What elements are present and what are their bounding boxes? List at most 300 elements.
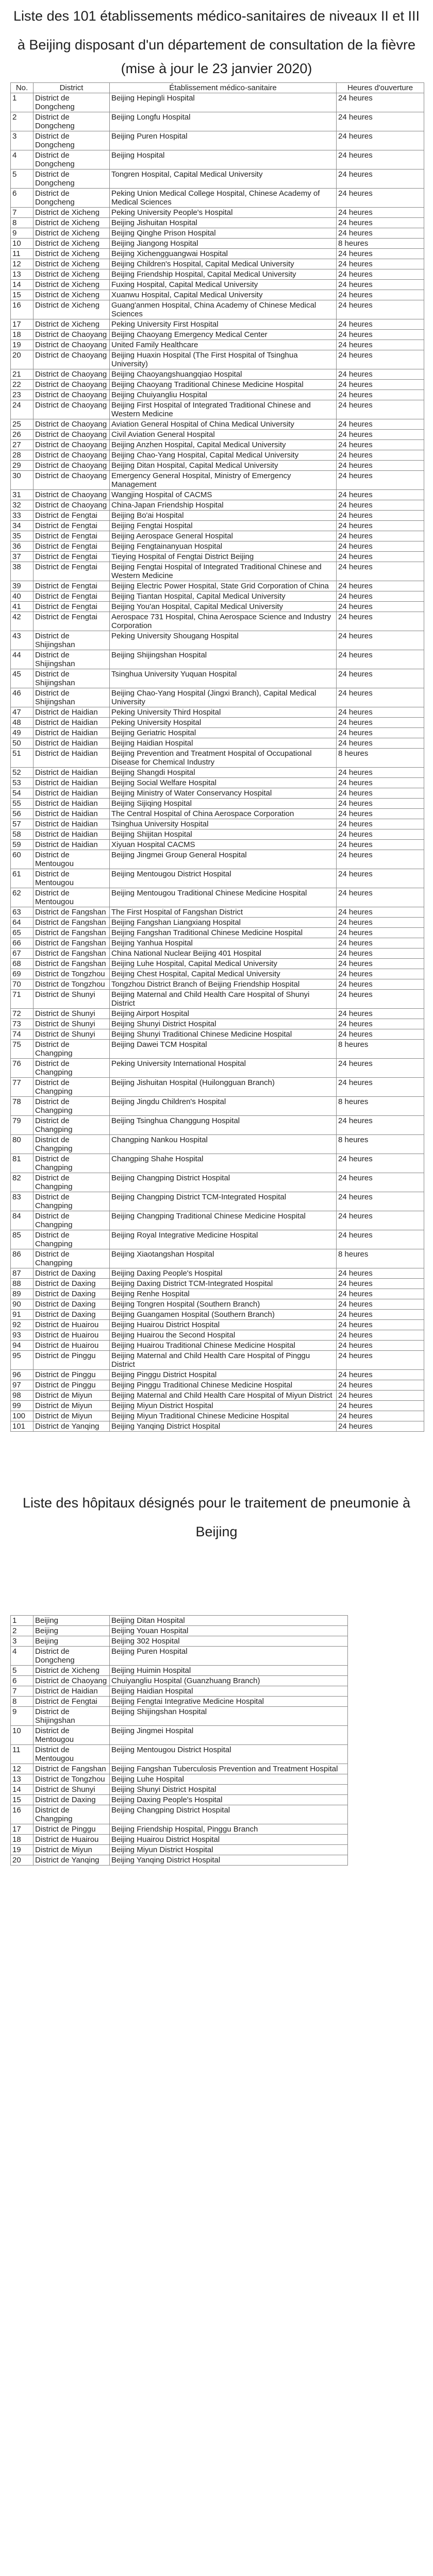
table-row [11, 531, 424, 541]
table-row [11, 511, 424, 521]
cell-district: District de Mentougou [34, 869, 110, 888]
cell-hours: 24 heures [337, 350, 424, 369]
cell-district: District de Changping [34, 1173, 110, 1192]
table-row [11, 602, 424, 612]
cell-no: 13 [11, 269, 34, 280]
cell-hours: 24 heures [337, 1268, 424, 1279]
table-row [11, 1845, 348, 1855]
cell-district: District de Chaoyang [34, 471, 110, 490]
cell-district: District de Xicheng [34, 218, 110, 228]
cell-no: 98 [11, 1391, 34, 1401]
cell-district: District de Chaoyang [34, 440, 110, 450]
cell-no: 61 [11, 869, 34, 888]
cell-district: District de Miyun [34, 1411, 110, 1421]
cell-establishment: Beijing Yanqing District Hospital [110, 1421, 337, 1432]
cell-no: 7 [11, 1686, 34, 1697]
cell-district: District de Haidian [34, 840, 110, 850]
header-establishment: Établissement médico-sanitaire [110, 83, 337, 93]
cell-no: 21 [11, 369, 34, 380]
cell-hours: 24 heures [337, 669, 424, 688]
cell-establishment: Beijing Jiangong Hospital [110, 239, 337, 249]
cell-district: District de Chaoyang [34, 450, 110, 461]
table-header-row [11, 83, 424, 93]
cell-no: 19 [11, 340, 34, 350]
cell-no: 25 [11, 419, 34, 430]
cell-hours: 24 heures [337, 319, 424, 330]
cell-district: District de Changping [34, 1116, 110, 1135]
table-row [11, 869, 424, 888]
cell-no: 22 [11, 380, 34, 390]
table-row [11, 461, 424, 471]
cell-hours: 24 heures [337, 788, 424, 799]
table-row [11, 707, 424, 718]
cell-no: 12 [11, 259, 34, 269]
cell-establishment: Beijing Ministry of Water Conservancy Hospital [110, 788, 337, 799]
table-row [11, 1279, 424, 1289]
cell-hours: 24 heures [337, 907, 424, 918]
cell-no: 38 [11, 562, 34, 581]
table-row [11, 938, 424, 948]
table-row [11, 1855, 348, 1866]
cell-no: 66 [11, 938, 34, 948]
cell-district: District de Dongcheng [34, 189, 110, 208]
cell-hours: 24 heures [337, 1380, 424, 1391]
cell-district: District de Shunyi [34, 990, 110, 1009]
cell-no: 48 [11, 718, 34, 728]
cell-establishment: Beijing Guangamen Hospital (Southern Branch) [110, 1310, 337, 1320]
table-row [11, 1230, 424, 1249]
cell-district: District de Chaoyang [34, 390, 110, 400]
document-title-line-2: à Beijing disposant d'un département de consultation de la fièvre [17, 37, 416, 53]
cell-establishment: Beijing Chaoyangshuangqiao Hospital [110, 369, 337, 380]
cell-hours: 24 heures [337, 400, 424, 419]
cell-no: 3 [11, 131, 34, 150]
cell-district: District de Shunyi [34, 1785, 110, 1795]
table-row [11, 1351, 424, 1370]
cell-establishment: Beijing Mentougou District Hospital [110, 869, 337, 888]
cell-district: District de Changping [34, 1192, 110, 1211]
table-row [11, 300, 424, 319]
table-row [11, 1097, 424, 1116]
cell-district: District de Fangshan [34, 1764, 110, 1774]
cell-district: District de Xicheng [34, 228, 110, 239]
cell-district: Beijing [34, 1626, 110, 1636]
cell-hours: 24 heures [337, 1019, 424, 1029]
cell-no: 17 [11, 1824, 34, 1835]
cell-no: 78 [11, 1097, 34, 1116]
cell-no: 43 [11, 631, 34, 650]
cell-no: 44 [11, 650, 34, 669]
cell-no: 81 [11, 1154, 34, 1173]
cell-hours: 24 heures [337, 591, 424, 602]
cell-no: 76 [11, 1059, 34, 1078]
table-row [11, 1029, 424, 1040]
cell-hospital: Beijing Ditan Hospital [110, 1616, 348, 1626]
cell-hours: 24 heures [337, 738, 424, 749]
cell-establishment: Beijing Royal Integrative Medicine Hospital [110, 1230, 337, 1249]
cell-establishment: China-Japan Friendship Hospital [110, 500, 337, 511]
cell-district: District de Fengtai [34, 602, 110, 612]
table-row [11, 239, 424, 249]
cell-hours: 24 heures [337, 1370, 424, 1380]
cell-district: District de Fengtai [34, 541, 110, 552]
cell-hospital: Beijing Puren Hospital [110, 1647, 348, 1666]
cell-hours: 24 heures [337, 541, 424, 552]
cell-establishment: Beijing Maternal and Child Health Care Hospital of Miyun District [110, 1391, 337, 1401]
cell-district: District de Changping [34, 1230, 110, 1249]
cell-establishment: Beijing Pinggu Traditional Chinese Medicine Hospital [110, 1380, 337, 1391]
cell-no: 47 [11, 707, 34, 718]
cell-no: 20 [11, 350, 34, 369]
cell-no: 6 [11, 189, 34, 208]
cell-district: District de Shijingshan [34, 1707, 110, 1726]
cell-hours: 24 heures [337, 938, 424, 948]
table-row [11, 1310, 424, 1320]
cell-establishment: Fuxing Hospital, Capital Medical University [110, 280, 337, 290]
cell-hours: 24 heures [337, 768, 424, 778]
cell-district: District de Xicheng [34, 249, 110, 259]
table-row [11, 1676, 348, 1686]
cell-no: 85 [11, 1230, 34, 1249]
cell-no: 49 [11, 728, 34, 738]
cell-district: District de Shijingshan [34, 650, 110, 669]
cell-no: 92 [11, 1320, 34, 1330]
cell-district: District de Dongcheng [34, 112, 110, 131]
cell-no: 15 [11, 1795, 34, 1805]
table-row [11, 1835, 348, 1845]
table-row [11, 1249, 424, 1268]
cell-no: 45 [11, 669, 34, 688]
table-row [11, 170, 424, 189]
cell-no: 89 [11, 1289, 34, 1299]
cell-hours: 24 heures [337, 1059, 424, 1078]
cell-no: 35 [11, 531, 34, 541]
cell-no: 100 [11, 1411, 34, 1421]
cell-hours: 24 heures [337, 450, 424, 461]
cell-no: 97 [11, 1380, 34, 1391]
table-row [11, 1040, 424, 1059]
cell-establishment: Changping Nankou Hospital [110, 1135, 337, 1154]
cell-district: District de Pinggu [34, 1370, 110, 1380]
cell-district: District de Changping [34, 1211, 110, 1230]
table-row [11, 1805, 348, 1824]
cell-no: 94 [11, 1341, 34, 1351]
cell-no: 51 [11, 749, 34, 768]
table-row [11, 541, 424, 552]
table-row [11, 1320, 424, 1330]
cell-district: District de Pinggu [34, 1351, 110, 1370]
table-row [11, 112, 424, 131]
cell-establishment: Beijing Xicheng​guang​wai Hospital [110, 249, 337, 259]
cell-hospital: Beijing Fengtai Integrative Medicine Hospital [110, 1697, 348, 1707]
cell-establishment: Guang'anmen Hospital, China Academy of Chinese Medical Sciences [110, 300, 337, 319]
table-row [11, 948, 424, 959]
cell-district: District de Xicheng [34, 239, 110, 249]
cell-district: District de Changping [34, 1059, 110, 1078]
table-row [11, 1078, 424, 1097]
cell-hours: 24 heures [337, 1421, 424, 1432]
cell-district: District de Fengtai [34, 1697, 110, 1707]
cell-district: District de Xicheng [34, 1666, 110, 1676]
cell-establishment: Beijing Fangshan Liangxiang Hospital [110, 918, 337, 928]
cell-no: 93 [11, 1330, 34, 1341]
cell-district: District de Shijingshan [34, 631, 110, 650]
cell-hours: 24 heures [337, 1230, 424, 1249]
cell-establishment: Beijing Pinggu District Hospital [110, 1370, 337, 1380]
cell-no: 41 [11, 602, 34, 612]
cell-establishment: Beijing Renhe Hospital [110, 1289, 337, 1299]
cell-establishment: Beijing Anzhen Hospital, Capital Medical University [110, 440, 337, 450]
cell-no: 19 [11, 1845, 34, 1855]
cell-no: 29 [11, 461, 34, 471]
cell-establishment: Beijing Tongren Hospital (Southern Branch) [110, 1299, 337, 1310]
table-row [11, 1616, 348, 1626]
cell-district: District de Xicheng [34, 269, 110, 280]
cell-establishment: The Central Hospital of China Aerospace Corporation [110, 809, 337, 819]
table-row [11, 688, 424, 707]
cell-hours: 24 heures [337, 369, 424, 380]
cell-no: 86 [11, 1249, 34, 1268]
cell-establishment: Tieying Hospital of Fengtai District Beijing [110, 552, 337, 562]
fever-clinic-table-body [11, 93, 424, 1432]
cell-hospital: Beijing Miyun District Hospital [110, 1845, 348, 1855]
cell-district: District de Chaoyang [34, 430, 110, 440]
cell-no: 57 [11, 819, 34, 829]
cell-no: 40 [11, 591, 34, 602]
cell-no: 8 [11, 1697, 34, 1707]
cell-hours: 24 heures [337, 189, 424, 208]
table-row [11, 1686, 348, 1697]
cell-no: 68 [11, 959, 34, 969]
cell-no: 33 [11, 511, 34, 521]
table-row [11, 218, 424, 228]
cell-district: District de Mentougou [34, 850, 110, 869]
cell-district: District de Chaoyang [34, 490, 110, 500]
cell-district: District de Haidian [34, 707, 110, 718]
cell-establishment: Peking Union Medical College Hospital, Chinese Academy of Medical Sciences [110, 189, 337, 208]
cell-district: District de Shunyi [34, 1009, 110, 1019]
cell-establishment: Beijing Changping District TCM-Integrated Hospital [110, 1192, 337, 1211]
cell-establishment: Beijing Fengtai Hospital of Integrated Traditional Chinese and Western Medicine [110, 562, 337, 581]
cell-district: District de Xicheng [34, 259, 110, 269]
cell-establishment: Beijing Tsinghua Changgung Hospital [110, 1116, 337, 1135]
table-row [11, 93, 424, 112]
designated-hospitals-table-body [11, 1616, 348, 1866]
cell-no: 7 [11, 208, 34, 218]
cell-hospital: Beijing 302 Hospital [110, 1636, 348, 1647]
table-row [11, 1211, 424, 1230]
cell-establishment: Beijing Jingmei Group General Hospital [110, 850, 337, 869]
cell-hours: 24 heures [337, 1078, 424, 1097]
table-row [11, 959, 424, 969]
cell-establishment: Beijing Fengtai Hospital [110, 521, 337, 531]
cell-hours: 8 heures [337, 239, 424, 249]
table-row [11, 1173, 424, 1192]
cell-establishment: Beijing Huairou the Second Hospital [110, 1330, 337, 1341]
cell-no: 15 [11, 290, 34, 300]
cell-establishment: Beijing Shijitan Hospital [110, 829, 337, 840]
cell-district: District de Shijingshan [34, 669, 110, 688]
designated-hospitals-table [10, 1615, 348, 1866]
cell-hours: 24 heures [337, 330, 424, 340]
table-row [11, 718, 424, 728]
cell-district: District de Fangshan [34, 907, 110, 918]
cell-no: 70 [11, 979, 34, 990]
cell-hours: 24 heures [337, 218, 424, 228]
cell-hours: 24 heures [337, 249, 424, 259]
cell-hours: 24 heures [337, 521, 424, 531]
cell-district: District de Fengtai [34, 552, 110, 562]
cell-district: District de Huairou [34, 1320, 110, 1330]
table-row [11, 1380, 424, 1391]
cell-hours: 8 heures [337, 1135, 424, 1154]
table-row [11, 979, 424, 990]
cell-hours: 24 heures [337, 728, 424, 738]
cell-no: 14 [11, 280, 34, 290]
table-row [11, 1626, 348, 1636]
cell-no: 9 [11, 228, 34, 239]
cell-no: 26 [11, 430, 34, 440]
cell-no: 18 [11, 1835, 34, 1845]
cell-no: 11 [11, 1745, 34, 1764]
table-row [11, 228, 424, 239]
cell-district: Beijing [34, 1616, 110, 1626]
cell-no: 9 [11, 1707, 34, 1726]
table-row [11, 1299, 424, 1310]
cell-establishment: Beijing Chao-Yang Hospital (Jingxi Branch), Capital Medical University [110, 688, 337, 707]
cell-no: 54 [11, 788, 34, 799]
cell-hours: 24 heures [337, 969, 424, 979]
cell-establishment: Beijing Haidian Hospital [110, 738, 337, 749]
cell-establishment: Beijing Geriatric Hospital [110, 728, 337, 738]
cell-district: District de Tongzhou [34, 969, 110, 979]
table-row [11, 591, 424, 602]
cell-hours: 24 heures [337, 1009, 424, 1019]
table-row [11, 1764, 348, 1774]
cell-district: District de Fangshan [34, 928, 110, 938]
cell-no: 87 [11, 1268, 34, 1279]
cell-no: 83 [11, 1192, 34, 1211]
table-row [11, 829, 424, 840]
cell-hospital: Chuiyangliu Hospital (Guanzhuang Branch) [110, 1676, 348, 1686]
table-row [11, 490, 424, 500]
cell-establishment: Beijing Hepingli Hospital [110, 93, 337, 112]
cell-no: 3 [11, 1636, 34, 1647]
cell-district: District de Daxing [34, 1310, 110, 1320]
cell-hours: 24 heures [337, 850, 424, 869]
cell-no: 16 [11, 1805, 34, 1824]
cell-hours: 8 heures [337, 1040, 424, 1059]
cell-no: 39 [11, 581, 34, 591]
cell-hours: 8 heures [337, 1249, 424, 1268]
cell-no: 12 [11, 1764, 34, 1774]
cell-hours: 24 heures [337, 688, 424, 707]
cell-no: 88 [11, 1279, 34, 1289]
cell-no: 99 [11, 1401, 34, 1411]
table-row [11, 768, 424, 778]
cell-establishment: Peking University People's Hospital [110, 208, 337, 218]
cell-establishment: Beijing Qinghe Prison Hospital [110, 228, 337, 239]
cell-hours: 24 heures [337, 500, 424, 511]
cell-no: 36 [11, 541, 34, 552]
cell-district: District de Fengtai [34, 612, 110, 631]
header-hours: Heures d'ouverture [337, 83, 424, 93]
cell-establishment: Beijing Bo'ai Hospital [110, 511, 337, 521]
cell-establishment: Tongzhou District Branch of Beijing Friendship Hospital [110, 979, 337, 990]
cell-hours: 24 heures [337, 869, 424, 888]
cell-hours: 24 heures [337, 93, 424, 112]
cell-establishment: Beijing Changping Traditional Chinese Medicine Hospital [110, 1211, 337, 1230]
cell-no: 37 [11, 552, 34, 562]
cell-hospital: Beijing Shunyi District Hospital [110, 1785, 348, 1795]
cell-hours: 24 heures [337, 1154, 424, 1173]
cell-district: District de Fengtai [34, 511, 110, 521]
cell-district: District de Haidian [34, 749, 110, 768]
cell-hours: 8 heures [337, 1097, 424, 1116]
table-row [11, 650, 424, 669]
cell-district: District de Fengtai [34, 521, 110, 531]
cell-no: 10 [11, 239, 34, 249]
table-row [11, 778, 424, 788]
cell-no: 4 [11, 1647, 34, 1666]
cell-establishment: Beijing Electric Power Hospital, State Grid Corporation of China [110, 581, 337, 591]
cell-establishment: Beijing Jishuitan Hospital (Huilongguan Branch) [110, 1078, 337, 1097]
cell-hours: 24 heures [337, 269, 424, 280]
table-row [11, 390, 424, 400]
cell-no: 84 [11, 1211, 34, 1230]
cell-hours: 24 heures [337, 440, 424, 450]
cell-hours: 24 heures [337, 562, 424, 581]
cell-hours: 24 heures [337, 928, 424, 938]
cell-district: District de Xicheng [34, 280, 110, 290]
cell-hours: 24 heures [337, 1310, 424, 1320]
table-row [11, 1726, 348, 1745]
cell-district: District de Chaoyang [34, 400, 110, 419]
cell-establishment: Beijing Chest Hospital, Capital Medical University [110, 969, 337, 979]
cell-no: 95 [11, 1351, 34, 1370]
table-row [11, 450, 424, 461]
cell-hours: 24 heures [337, 1341, 424, 1351]
cell-district: District de Chaoyang [34, 340, 110, 350]
cell-hours: 24 heures [337, 228, 424, 239]
table-row [11, 918, 424, 928]
cell-district: District de Haidian [34, 788, 110, 799]
cell-district: District de Fengtai [34, 562, 110, 581]
cell-district: Beijing [34, 1636, 110, 1647]
table-row [11, 1421, 424, 1432]
cell-hours: 24 heures [337, 918, 424, 928]
table-row [11, 728, 424, 738]
cell-district: District de Miyun [34, 1391, 110, 1401]
cell-hours: 24 heures [337, 259, 424, 269]
table-row [11, 1697, 348, 1707]
cell-hours: 24 heures [337, 829, 424, 840]
table-row [11, 1019, 424, 1029]
cell-establishment: Xiyuan Hospital CACMS [110, 840, 337, 850]
cell-no: 53 [11, 778, 34, 788]
cell-district: District de Haidian [34, 728, 110, 738]
cell-no: 2 [11, 112, 34, 131]
cell-district: District de Huairou [34, 1330, 110, 1341]
table-row [11, 1059, 424, 1078]
cell-establishment: Beijing Jishuitan Hospital [110, 218, 337, 228]
cell-district: District de Chaoyang [34, 369, 110, 380]
cell-hours: 24 heures [337, 461, 424, 471]
table-row [11, 290, 424, 300]
cell-no: 90 [11, 1299, 34, 1310]
cell-establishment: Emergency General Hospital, Ministry of Emergency Management [110, 471, 337, 490]
table-row [11, 430, 424, 440]
